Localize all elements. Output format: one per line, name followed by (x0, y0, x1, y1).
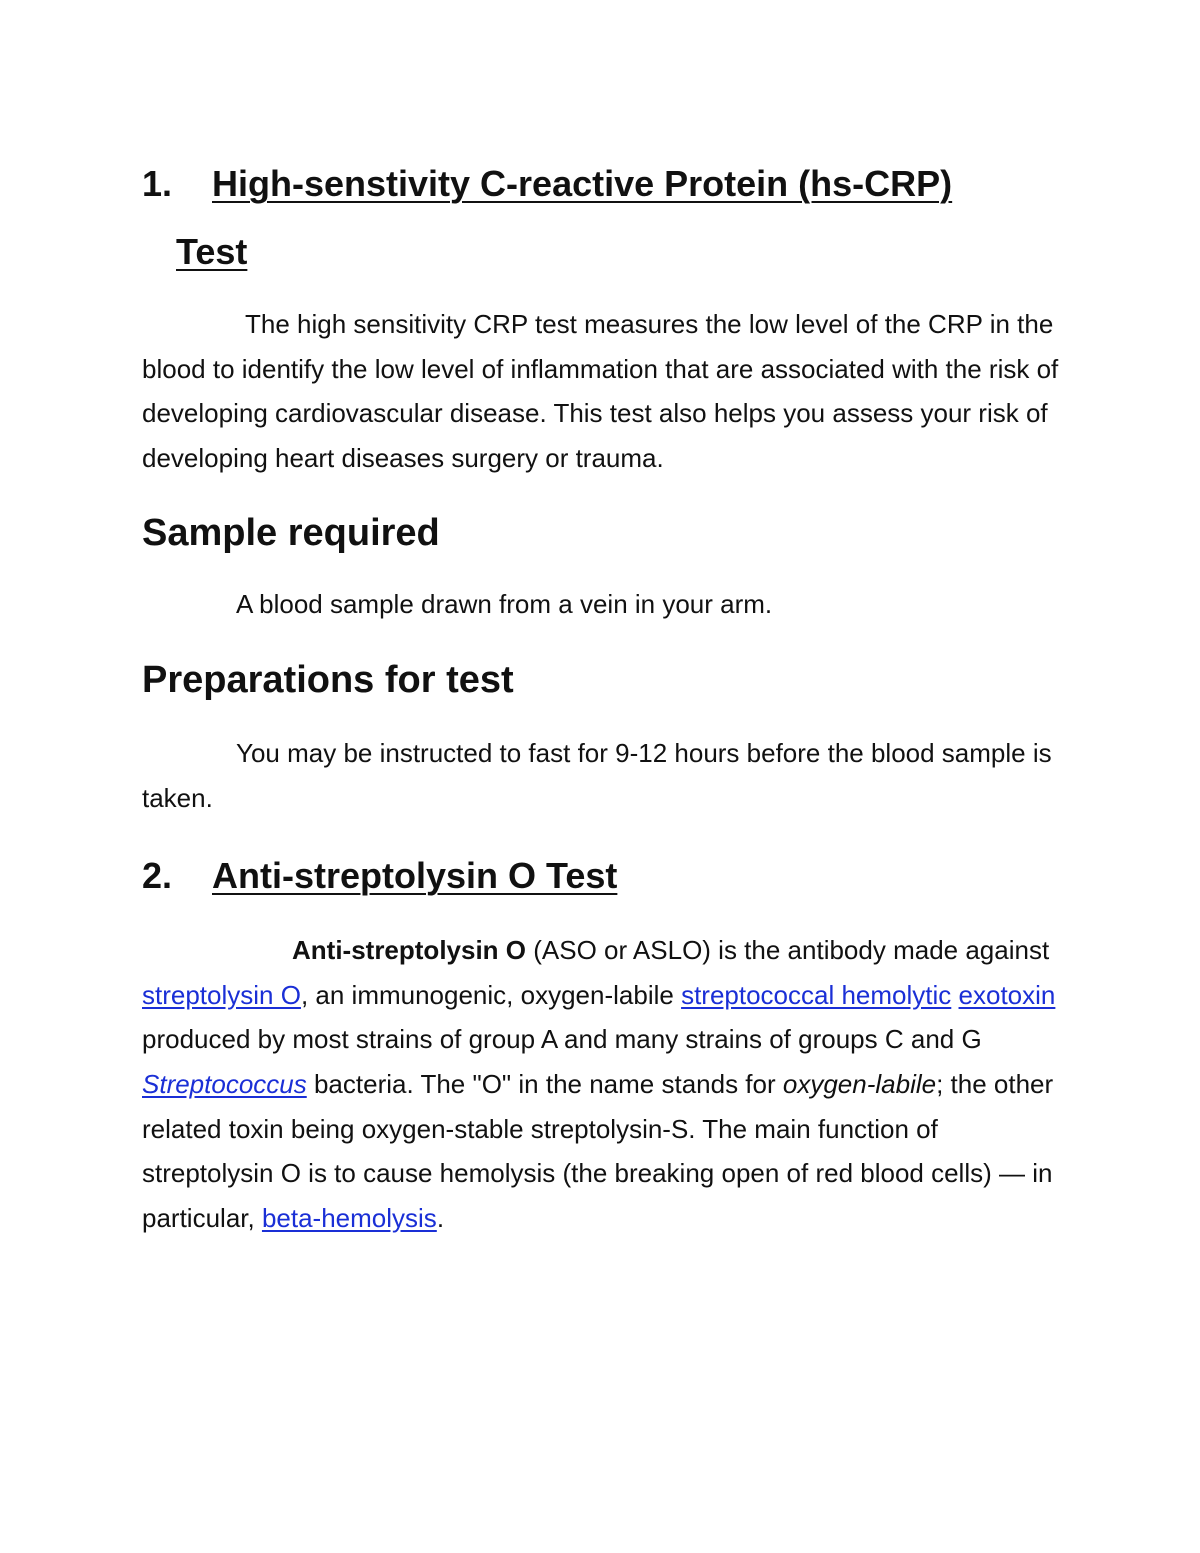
section-2-title: Anti-streptolysin O Test (212, 855, 618, 897)
sample-required-body: A blood sample drawn from a vein in your arm. (236, 589, 773, 620)
preparations-body: You may be instructed to fast for 9-12 hours before the blood sample is taken. (142, 737, 1052, 813)
section-1-body: The high sensitivity CRP test measures the low level of the CRP in the blood to identify the low level of inflammation that are associated with the risk of developing cardiovascular disease. This test also helps you assess your risk of developing heart diseases surgery or trauma. (142, 309, 1059, 473)
section-2-text-3 (951, 980, 958, 1010)
section-2-text-2: , an immunogenic, oxygen-labile (300, 979, 682, 1010)
link-beta-hemolysis[interactable]: beta-hemolysis (261, 1202, 437, 1233)
section-2-heading (142, 842, 1062, 910)
aso-bold-term: Anti-streptolysin O (292, 935, 527, 966)
section-1-heading (142, 150, 1062, 286)
sample-required-heading: Sample required (142, 512, 440, 555)
section-2-text-4: produced by most strains of group A and many strains of groups C and G (142, 1024, 982, 1055)
link-exotoxin[interactable]: exotoxin (958, 979, 1056, 1010)
section-2-number: 2. (142, 855, 173, 897)
oxygen-labile-italic: oxygen-labile (782, 1068, 937, 1099)
section-1-title-line-2: Test (176, 231, 248, 272)
section-2-text-5: bacteria. The "O" in the name stands for (306, 1068, 783, 1099)
section-2-text-6: ; the other related toxin being oxygen-stable streptolysin-S. The main function of streptolysin O is to cause hemolysis (the breaking open of red blood cells) — in particular, (142, 1068, 1054, 1233)
link-streptococcus[interactable] (142, 1069, 307, 1099)
document-page (142, 150, 1062, 1240)
link-streptolysin-o[interactable]: streptolysin O (142, 979, 301, 1010)
section-2-text-7: . (436, 1202, 445, 1233)
section-2-body (142, 928, 1062, 1240)
section-1-number: 1. (142, 163, 173, 204)
section-2-text-1: (ASO or ASLO) is the antibody made against (526, 935, 1050, 966)
section-1-title-line-1: High-senstivity C-reactive Protein (hs-CRP) (212, 163, 953, 204)
link-streptococcal-hemolytic[interactable]: streptococcal hemolytic (681, 979, 952, 1010)
link-streptococcus-text: Streptococcus (142, 1068, 307, 1099)
preparations-heading: Preparations for test (142, 658, 514, 701)
